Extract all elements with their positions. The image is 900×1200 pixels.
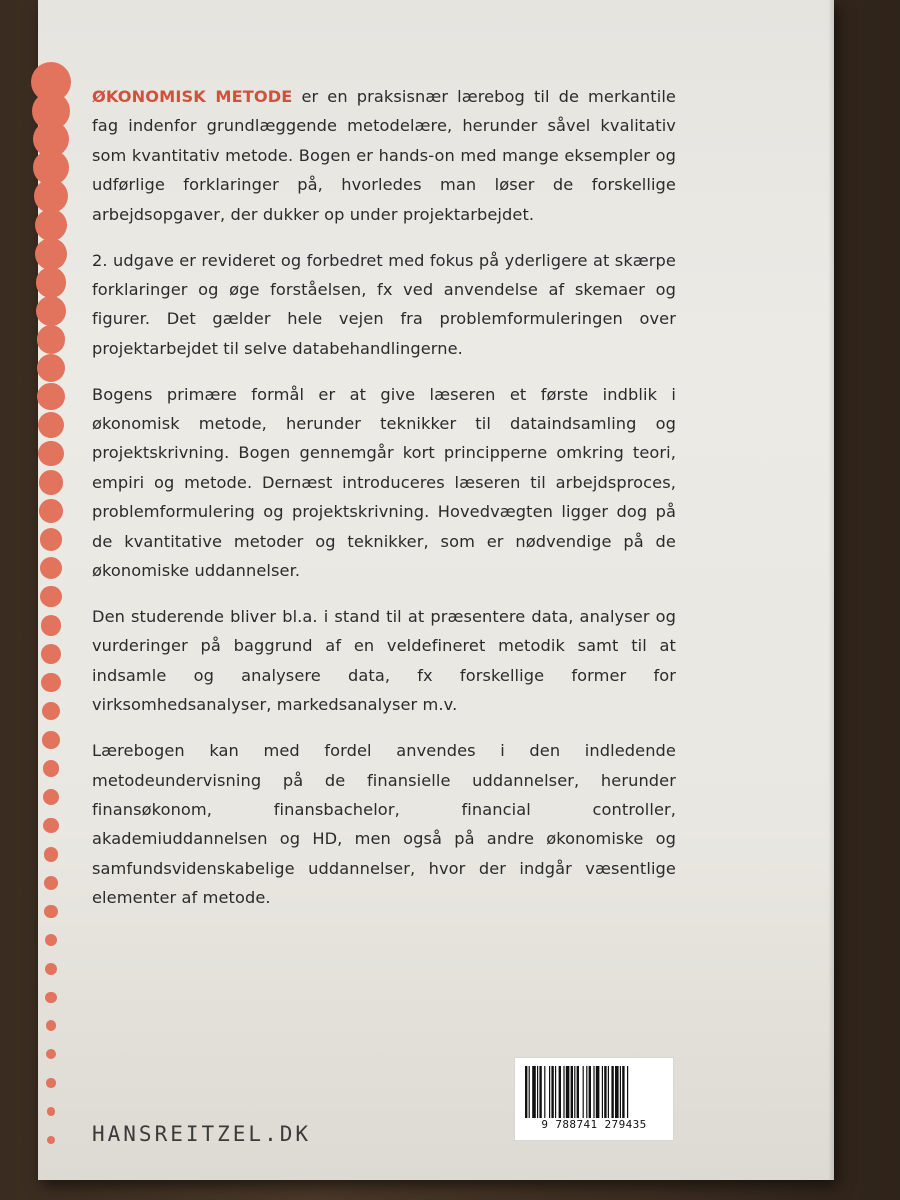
decorative-dot [41, 615, 62, 636]
barcode-bar [566, 1066, 570, 1118]
decorative-dot [36, 267, 67, 298]
blurb-text [92, 82, 676, 929]
barcode-bar [555, 1066, 556, 1118]
paragraph-2: 2. udgave er revideret og forbedret med fokus på yderligere at skærpe forklaringer og øge forståelsen, fx ved anvendelse af skemaer og figurer. Det gælder hele vejen fra problemformuleringen over projektarbejdet til selve databehandlingerne. [92, 250, 676, 358]
decorative-dot [40, 528, 63, 551]
paragraph-1-text: er en praksisnær lærebog til de merkantile fag indenfor grundlæggende metodelære, herunder såvel kvalitativ som kvantitativ metode. Bogen er hands-on med mange eksempler og udførlige forklaringer på, hvorledes man løser de forskellige arbejdsopgaver, der dukker op under projektarbejdet. [92, 87, 676, 224]
barcode-bar [574, 1066, 575, 1118]
barcode-bar [577, 1066, 579, 1118]
decorative-dot [46, 1020, 57, 1031]
decorative-dot [45, 992, 56, 1003]
book-edge-shadow [828, 0, 834, 1180]
paragraph-1 [92, 82, 676, 229]
decorative-dot [43, 789, 59, 805]
decorative-dot [46, 1049, 56, 1059]
barcode-bar [620, 1066, 621, 1118]
decorative-dot [47, 1107, 56, 1116]
decorative-dot [38, 412, 64, 438]
publisher-name: HANSREITZEL.DK [92, 1122, 312, 1146]
barcode-bar [611, 1066, 613, 1118]
barcode-bar [563, 1066, 564, 1118]
decorative-dot [40, 586, 61, 607]
barcode-bars [523, 1066, 665, 1118]
decorative-dot [45, 934, 58, 947]
book-title: ØKONOMISK METODE [92, 87, 293, 106]
decorative-dot [35, 238, 67, 270]
barcode-bar [559, 1066, 561, 1118]
decorative-dot [41, 673, 60, 692]
decorative-dot [35, 209, 68, 242]
decorative-dot [37, 383, 64, 410]
decorative-dot [41, 644, 61, 664]
barcode-bar [604, 1066, 606, 1118]
barcode-bar [532, 1066, 536, 1118]
decorative-dot [39, 499, 63, 523]
decorative-dot [44, 876, 58, 890]
decorative-dot [46, 1078, 55, 1087]
barcode-bar [544, 1066, 545, 1118]
paragraph-5: Lærebogen kan med fordel anvendes i den indledende metodeundervisning på de finansielle uddannelser, herunder finansøkonom, finansbachelor, financial controller, akademiuddannelsen og HD, men også på andre økonomiske og samfundsvidenskabelige uddannelser, hvor der indgår væsentlige elementer af metode. [92, 741, 676, 908]
barcode-bar [571, 1066, 573, 1118]
decorative-dot [47, 1136, 55, 1144]
decorative-dot [45, 963, 57, 975]
barcode-bar [549, 1066, 550, 1118]
decorative-dot [43, 818, 58, 833]
decorative-dot [37, 325, 66, 354]
barcode-bar [551, 1066, 553, 1118]
decorative-dot [44, 847, 59, 862]
decorative-dot [38, 441, 63, 466]
barcode-bar [608, 1066, 609, 1118]
barcode-bar [529, 1066, 530, 1118]
barcode-bar [586, 1066, 587, 1118]
barcode-bar [596, 1066, 600, 1118]
decorative-dot [39, 470, 64, 495]
decorative-dot [42, 731, 60, 749]
decorative-dot [40, 557, 62, 579]
barcode-bar [525, 1066, 527, 1118]
decorative-dot [44, 905, 57, 918]
barcode-bar [615, 1066, 619, 1118]
decorative-dot-column [38, 0, 98, 1180]
decorative-dot [43, 760, 60, 777]
decorative-dot [36, 296, 66, 326]
decorative-dot [37, 354, 65, 382]
barcode-bar [627, 1066, 628, 1118]
barcode-bar [539, 1066, 541, 1118]
barcode-bar [622, 1066, 624, 1118]
barcode-bar [583, 1066, 584, 1118]
paragraph-4: Den studerende bliver bl.a. i stand til at præsentere data, analyser og vurderinger på baggrund af en veldefineret metodik samt til at indsamle og analysere data, fx forskellige former for virksomhedsanalyser, markedsanalyser m.v. [92, 607, 676, 715]
barcode-number: 9 788741 279435 [541, 1118, 647, 1131]
decorative-dot [42, 702, 60, 720]
paragraph-3: Bogens primære formål er at give læseren et første indblik i økonomisk metode, herunder teknikker til dataindsamling og projektskrivning. Bogen gennemgår kort principperne omkring teori, empiri og metode. Dernæst introduceres læseren til arbejdsproces, problemformulering og projektskrivning. Hovedvægten ligger dog på de kvantitative metoder og teknikker, som er nødvendige på de økonomiske uddannelser. [92, 384, 676, 581]
barcode-bar [589, 1066, 591, 1118]
barcode-bar [593, 1066, 594, 1118]
barcode-bar [537, 1066, 538, 1118]
barcode-bar [602, 1066, 603, 1118]
isbn-barcode [514, 1057, 674, 1141]
